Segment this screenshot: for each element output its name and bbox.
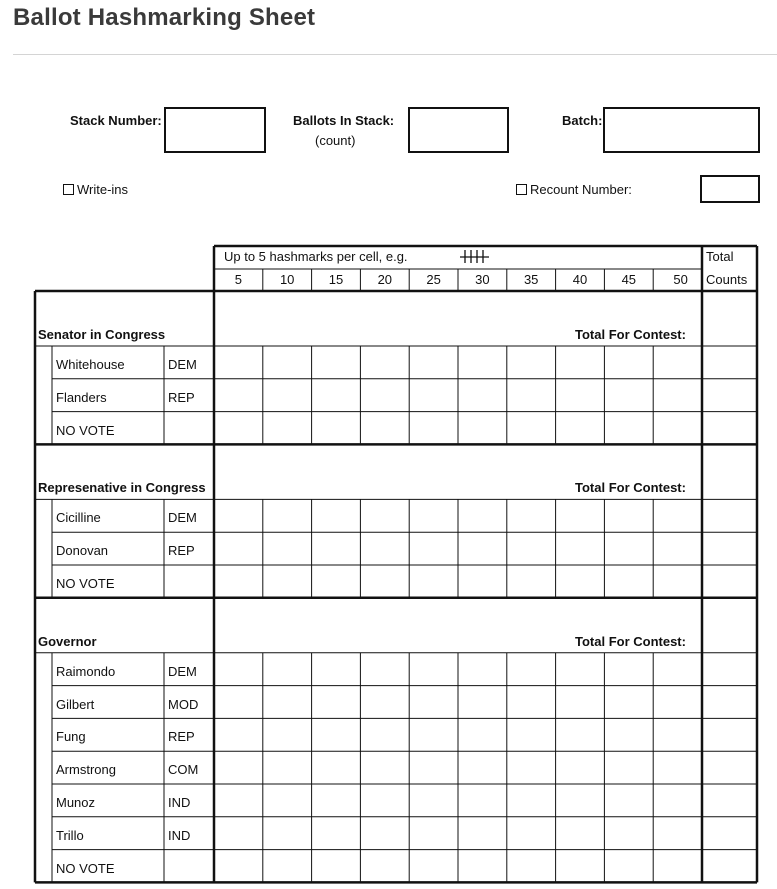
ballots-in-stack-sublabel: (count): [315, 133, 356, 148]
tally-column-header: 20: [377, 272, 393, 287]
candidate-party: DEM: [168, 663, 197, 679]
batch-label: Batch:: [562, 113, 603, 128]
candidate-name: Fung: [56, 729, 86, 745]
candidate-name: Gilbert: [56, 696, 95, 712]
candidate-party: REP: [168, 389, 195, 405]
candidate-name: NO VOTE: [56, 576, 115, 591]
candidate-party: REP: [168, 543, 195, 559]
tally-column-header: 10: [279, 272, 295, 287]
tally-column-header: 50: [673, 272, 688, 287]
candidate-name: NO VOTE: [56, 422, 115, 438]
total-header: Total: [706, 249, 734, 264]
recount-number-label: Recount Number:: [530, 182, 632, 197]
tally-instruction: Up to 5 hashmarks per cell, e.g.: [224, 249, 408, 264]
tally-column-header: 35: [523, 272, 539, 287]
candidate-name: Munoz: [56, 795, 96, 810]
contest-name: Senator in Congress: [38, 327, 166, 342]
candidate-party: COM: [168, 762, 199, 778]
candidate-party: DEM: [168, 357, 197, 372]
stack-number-label: Stack Number:: [70, 113, 162, 128]
page-title: Ballot Hashmarking Sheet: [13, 4, 316, 31]
candidate-party: IND: [168, 795, 191, 810]
tally-column-header: 25: [426, 272, 441, 287]
tally-column-header: 15: [328, 272, 344, 287]
candidate-party: REP: [168, 729, 195, 745]
candidate-name: Donovan: [56, 543, 109, 559]
tally-column-header: 40: [572, 272, 588, 287]
total-for-contest-label: Total For Contest:: [575, 327, 686, 342]
tally-column-header: 5: [234, 272, 242, 287]
contest-name: Represenative in Congress: [38, 480, 206, 496]
candidate-name: Flanders: [56, 389, 107, 405]
contest-name: Governor: [38, 633, 97, 649]
candidate-party: MOD: [168, 696, 199, 712]
total-for-contest-label: Total For Contest:: [575, 633, 686, 649]
candidate-name: Armstrong: [56, 762, 116, 778]
ballots-in-stack-label: Ballots In Stack:: [293, 113, 395, 128]
candidate-name: Trillo: [56, 827, 84, 843]
tally-example-icon: [460, 250, 489, 263]
tally-column-header: 30: [475, 272, 490, 287]
candidate-name: Whitehouse: [56, 357, 125, 372]
candidate-party: DEM: [168, 510, 197, 526]
total-header: Counts: [706, 272, 748, 287]
candidate-party: IND: [168, 827, 191, 843]
candidate-name: Raimondo: [56, 663, 116, 679]
write-ins-label: Write-ins: [77, 182, 129, 197]
tally-column-header: 45: [621, 272, 637, 287]
candidate-name: NO VOTE: [56, 860, 115, 876]
candidate-name: Cicilline: [56, 510, 101, 526]
total-for-contest-label: Total For Contest:: [575, 480, 686, 496]
